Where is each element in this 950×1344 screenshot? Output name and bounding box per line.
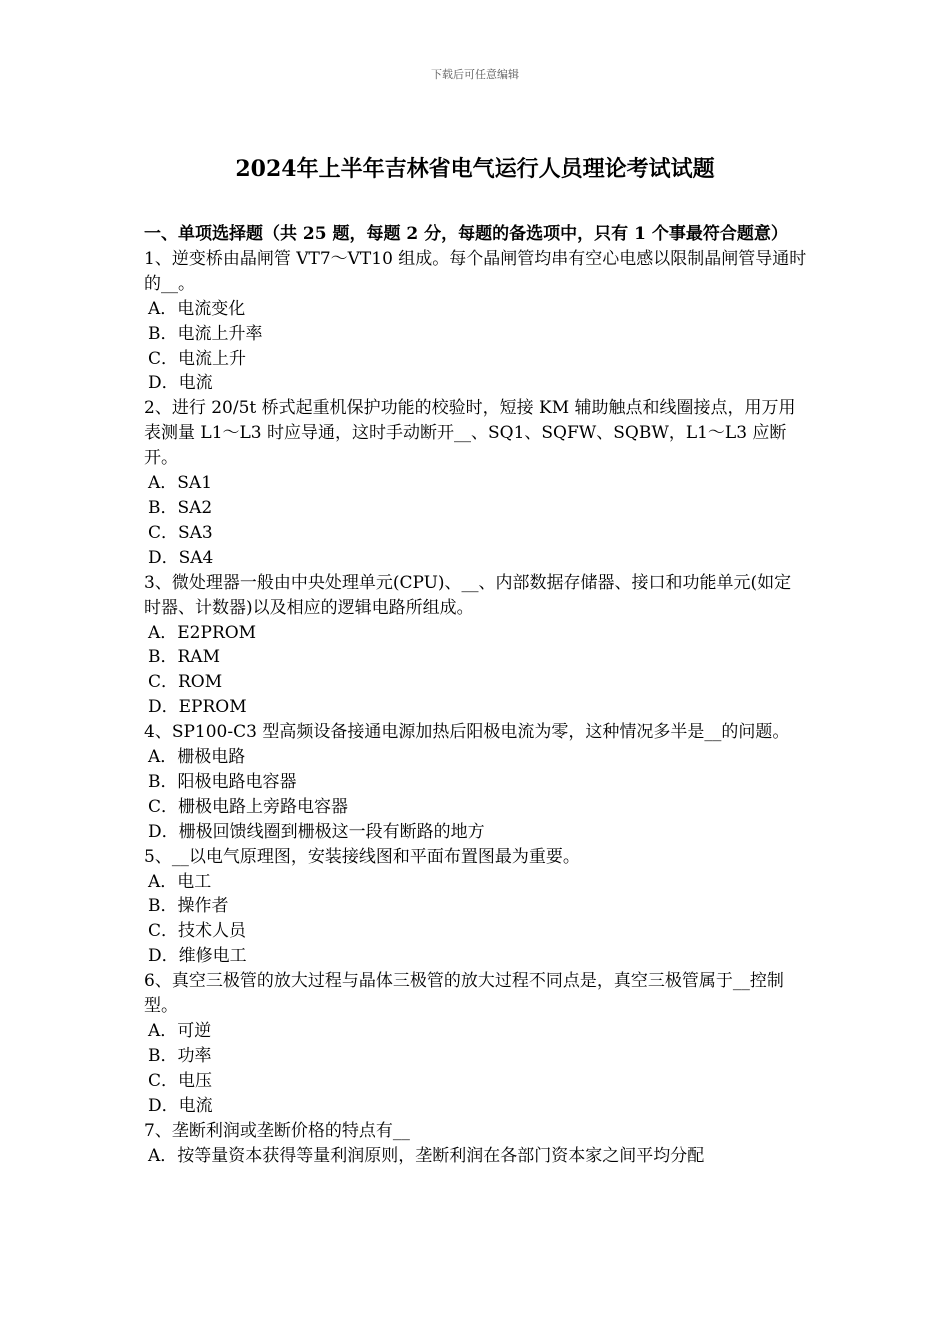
option-d: D．维修电工	[148, 946, 247, 967]
question-text: 1、逆变桥由晶闸管 VT7～VT10 组成。每个晶闸管均串有空心电感以限制晶闸管导通时的__。	[144, 248, 807, 294]
question-1	[144, 247, 808, 396]
question-text: 3、微处理器一般由中央处理单元(CPU)、__、内部数据存储器、接口和功能单元(如定时器、计数器)以及相应的逻辑电路所组成。	[144, 572, 792, 618]
option-b: B．RAM	[148, 647, 220, 668]
option-a: A．电流变化	[148, 298, 246, 319]
option-c: C．电流上升	[148, 348, 247, 369]
option-b: B．功率	[148, 1045, 212, 1066]
option-c: C．电压	[148, 1070, 213, 1091]
option-b: B．SA2	[148, 497, 213, 518]
question-7	[144, 1119, 808, 1169]
question-text: 2、进行 20/5t 桥式起重机保护功能的校验时，短接 KM 辅助触点和线圈接点，用万用表测量 L1～L3 时应导通，这时手动断开__、SQ1、SQFW、SQBW，L1～L3 应断开。	[144, 398, 796, 469]
option-c: C．栅极电路上旁路电容器	[148, 796, 349, 817]
section-heading: 一、单项选择题（共 25 题，每题 2 分，每题的备选项中，只有 1 个事最符合题意）	[144, 224, 788, 244]
option-a: A．电工	[148, 871, 212, 892]
option-d: D．电流	[148, 373, 213, 394]
question-text: 7、垄断利润或垄断价格的特点有__	[144, 1120, 410, 1141]
option-a: A．可逆	[148, 1021, 212, 1041]
option-c: C．技术人员	[148, 921, 247, 942]
question-3	[144, 571, 808, 720]
option-a: A．SA1	[148, 473, 213, 494]
document-title: 2024年上半年吉林省电气运行人员理论考试试题	[235, 156, 715, 182]
header-note: 下载后可任意编辑	[431, 68, 519, 81]
option-d: D．EPROM	[148, 697, 247, 718]
question-2	[144, 396, 808, 570]
question-4	[144, 720, 808, 845]
option-d: D．栅极回馈线圈到栅极这一段有断路的地方	[148, 821, 485, 842]
option-c: C．ROM	[148, 672, 223, 693]
option-d: D．电流	[148, 1095, 213, 1116]
question-6	[144, 969, 808, 1118]
option-a: A．栅极电路	[148, 747, 246, 768]
document-body	[144, 222, 808, 1168]
option-a: A．E2PROM	[148, 622, 257, 643]
question-text: 6、真空三极管的放大过程与晶体三极管的放大过程不同点是，真空三极管属于__控制型。	[144, 971, 784, 1017]
option-b: B．操作者	[148, 896, 229, 917]
question-text: 5、__以电气原理图，安装接线图和平面布置图最为重要。	[144, 846, 580, 867]
option-b: B．阳极电路电容器	[148, 771, 297, 792]
question-text: 4、SP100-C3 型高频设备接通电源加热后阳极电流为零，这种情况多半是__的问题。	[144, 722, 790, 743]
option-a: A．按等量资本获得等量利润原则，垄断利润在各部门资本家之间平均分配	[148, 1145, 705, 1166]
option-c: C．SA3	[148, 522, 213, 543]
option-b: B．电流上升率	[148, 323, 263, 344]
option-d: D．SA4	[148, 547, 214, 568]
question-5	[144, 845, 808, 970]
